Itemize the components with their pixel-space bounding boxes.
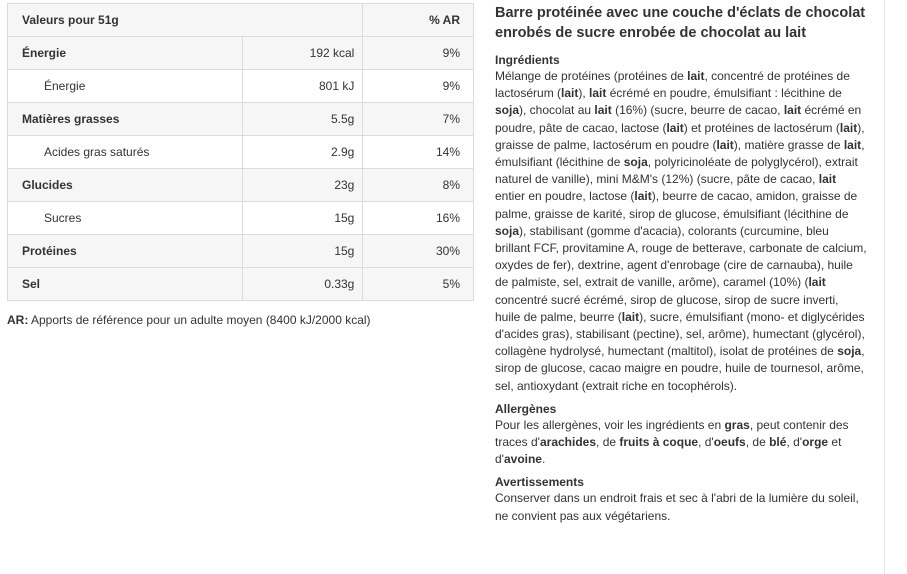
text-segment: , d' [698,435,714,450]
bold-allergen-word: lait [839,120,858,135]
bold-allergen-word: lait [818,172,837,187]
reference-intake-note [7,313,371,327]
product-details [495,3,867,531]
bold-allergen-word: soja [495,103,520,118]
bold-allergen-word: lait [589,86,607,101]
nutrient-pct: 16% [363,202,474,235]
bold-allergen-word: fruits à coque [619,435,699,450]
bold-allergen-word: orge [802,435,829,450]
nutrient-name: Énergie [8,70,243,103]
nutrition-row-carbs [8,169,474,202]
bold-allergen-word: soja [623,155,648,170]
warnings-text: Conserver dans un endroit frais et sec à l'abri de la lumière du soleil, ne convient pas aux végétariens. [495,491,859,523]
nutrient-value: 192 kcal [243,37,363,70]
text-segment: , de [745,435,770,450]
text-segment: , émulsifiant (lécithine de [495,137,865,170]
nutrient-pct: 5% [363,268,474,301]
bold-allergen-word: soja [495,223,520,238]
reference-intake-label: AR: [7,313,29,327]
nutrient-name: Protéines [8,235,243,268]
nutrient-value: 15g [243,202,363,235]
reference-intake-text: Apports de référence pour un adulte moyen (8400 kJ/2000 kcal) [28,313,371,327]
bold-allergen-word: oeufs [713,435,746,450]
nutrient-name: Sel [8,268,243,301]
nutrient-value: 2.9g [243,136,363,169]
bold-allergen-word: lait [808,275,826,290]
bold-allergen-word: lait [843,137,862,152]
nutrient-value: 15g [243,235,363,268]
nutrition-row-saturated [8,136,474,169]
nutrition-row-energy-kcal [8,37,474,70]
nutrient-name: Sucres [8,202,243,235]
nutrition-header-row [8,4,474,37]
nutrient-pct: 7% [363,103,474,136]
text-segment: (16%) (sucre, beurre de cacao, [611,103,784,118]
nutrient-name: Matières grasses [8,103,243,136]
text-segment: , polyricinoléate de polyglycérol), extrait naturel de vanille), mini M&M's (12%) (sucre, pâte de cacao, [495,155,858,187]
product-title: Barre protéinée avec une couche d'éclats de chocolat enrobés de sucre enrobée de chocolat au lait [495,5,866,41]
nutrient-pct: 8% [363,169,474,202]
nutrient-value: 5.5g [243,103,363,136]
nutrient-value: 23g [243,169,363,202]
text-segment: écrémé en poudre, pâte de cacao, lactose ( [495,103,862,135]
text-segment: , de [596,435,620,450]
text-segment: ), stabilisant (gomme d'acacia), colorants (curcumine, bleu brillant FCF, provitamine A, rouge de betterave, carbonate de calcium, oxydes de fer), dextrine, agent d'enrobage (cire de carnauba), huile de palmiste, sel, extrait de vanille, arôme), caramel (10%) ( [495,223,867,290]
nutrient-pct: 9% [363,37,474,70]
nutrition-row-energy-kj [8,70,474,103]
text-segment: Mélange de protéines (protéines de [495,69,688,83]
bold-allergen-word: lait [687,69,705,83]
text-segment: , concentré de protéines de lactosérum ( [495,69,850,101]
text-segment: concentré sucré écrémé, sirop de glucose, sirop de sucre inverti, huile de palme, beurre ( [495,292,839,324]
nutrition-row-salt [8,268,474,301]
nutrient-name: Énergie [8,37,243,70]
text-segment: Pour les allergènes, voir les ingrédients en [495,417,725,432]
nutrition-header-label: Valeurs pour 51g [8,4,363,37]
nutrient-value: 801 kJ [243,70,363,103]
text-segment: , d' [786,435,803,450]
bold-allergen-word: lait [783,103,802,118]
bold-allergen-word: avoine [503,452,542,467]
text-segment: ), chocolat au [519,103,595,118]
bold-allergen-word: lait [666,120,684,135]
ingredients-text [495,68,867,395]
nutrition-row-sugars [8,202,474,235]
text-segment: écrémé en poudre, émulsifiant : lécithine de [606,86,842,101]
nutrient-name: Glucides [8,169,243,202]
bold-allergen-word: lait [594,103,612,118]
text-segment: , peut contenir des traces d' [495,417,849,450]
text-segment: ), beurre de cacao, amidon, graisse de palme, graisse de karité, sirop de glucose, émulsifiant (lécithine de [495,189,858,221]
nutrition-row-fat [8,103,474,136]
bold-allergen-word: gras [724,417,750,432]
bold-allergen-word: lait [716,137,734,152]
nutrient-pct: 30% [363,235,474,268]
text-segment: ), matière grasse de [733,137,844,152]
nutrient-pct: 14% [363,136,474,169]
bold-allergen-word: soja [837,344,862,359]
bold-allergen-word: blé [769,435,787,450]
text-segment: entier en poudre, lactose ( [495,189,635,204]
bold-allergen-word: arachides [539,435,597,450]
nutrition-header-pct: % AR [363,4,474,37]
nutrient-pct: 9% [363,70,474,103]
bold-allergen-word: lait [561,86,579,101]
text-segment: ), [578,86,590,101]
text-segment: , sirop de glucose, cacao maigre en poudre, huile de tournesol, arôme, sel, antioxydant (extrait riche en tocophérols). [495,344,865,393]
warnings-heading: Avertissements [495,475,584,490]
nutrition-row-protein [8,235,474,268]
nutrition-table [7,3,474,301]
text-segment: ), graisse de palme, lactosérum en poudre ( [495,120,865,152]
column-divider [884,0,885,574]
ingredients-heading: Ingrédients [495,53,560,67]
nutrient-value: 0.33g [243,268,363,301]
bold-allergen-word: lait [621,309,640,324]
text-segment: . [541,452,546,467]
nutrient-name: Acides gras saturés [8,136,243,169]
text-segment: ), sucre, émulsifiant (mono- et diglycérides d'acides gras), stabilisant (pectine), sel, arôme), humectant (glycérol), collagène hydrolysé, humectant (maltitol), isolat de protéines de [495,309,865,359]
allergens-text [495,417,867,469]
text-segment: et d' [495,435,842,467]
allergens-heading: Allergènes [495,401,557,416]
text-segment: ) et protéines de lactosérum ( [683,120,840,135]
bold-allergen-word: lait [634,189,652,204]
